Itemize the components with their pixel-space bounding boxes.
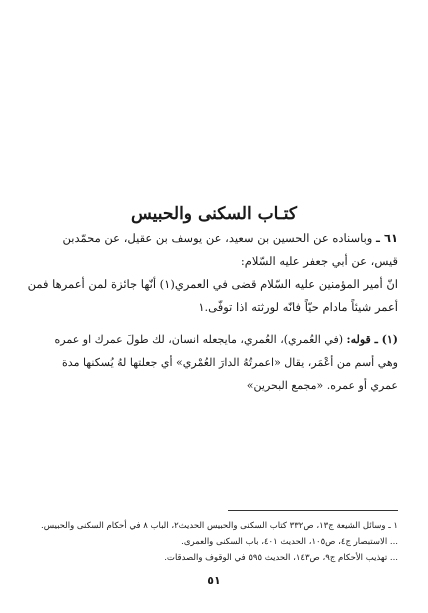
hadith-number: ٦١ ـ bbox=[376, 231, 398, 245]
explanation-label: (١) ـ قوله: bbox=[346, 333, 398, 346]
page-number: ٥١ bbox=[207, 574, 221, 587]
footnote-2: ... الاستبصار ج٤، ص١٠٥، الحديث ٤٠١، باب السكنى والعمرى. bbox=[181, 537, 398, 547]
hadith-isnad-line-1 bbox=[26, 228, 398, 249]
explanation-line-2: وهي أسم من أعْمَر، يقال «اعمرتُهُ الدارَ العُمْري» أي جعلتها لهُ يُسكنها مدة bbox=[62, 356, 398, 369]
chapter-title: كتـاب السكنى والحبيس bbox=[131, 204, 297, 224]
explanation-text-1: (في العُمري)، العُمري، مايجعله انسان، لك طولَ عمرك او عمره bbox=[54, 333, 344, 346]
hadith-isnad-line-2: قيس، عن أبي جعفر عليه السّلام: bbox=[240, 254, 398, 268]
hadith-matn-line-2: أعمر شيئاً مادام حيّاً فانّه لورثته اذا توفّى.١ bbox=[198, 300, 398, 314]
explanation-line-1 bbox=[26, 330, 398, 350]
hadith-isnad-text-1: وباسناده عن الحسين بن سعيد، عن يوسف بن عقيل، عن محمّدبن bbox=[62, 231, 373, 245]
footnote-divider bbox=[228, 510, 398, 511]
hadith-matn-line-1: انّ أمير المؤمنين عليه السّلام قضى في العمري(١) أنّها جائزة لمن أعمرها فمن bbox=[27, 277, 398, 291]
footnote-3: ... تهذيب الأحكام ج٩، ص١٤٣، الحديث ٥٩٥ في الوقوف والصدقات. bbox=[164, 553, 398, 563]
explanation-line-3: عمري أو عمره. «مجمع البحرين» bbox=[246, 379, 398, 392]
footnote-1: ١ ـ وسائل الشيعة ج١٣، ص٣٣٢ كتاب السكنى والحبيس الحديث٢، الباب ٨ في أحكام السكنى والحبيس. bbox=[41, 521, 398, 531]
